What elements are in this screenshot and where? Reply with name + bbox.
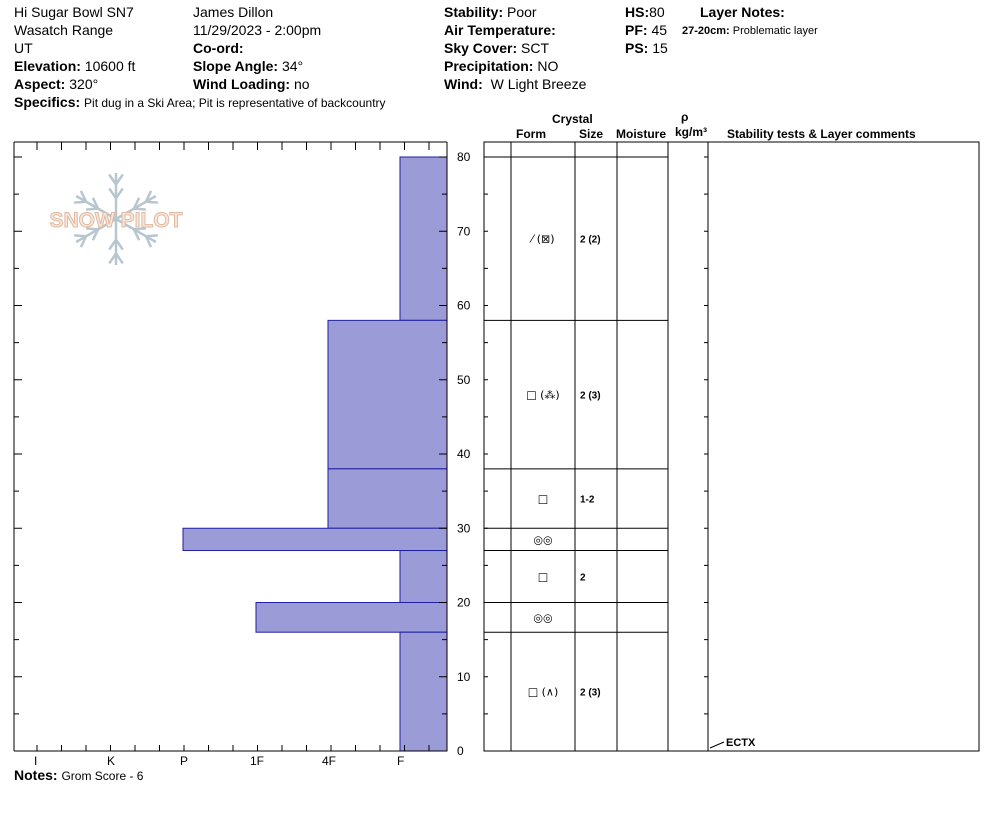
flake-branch	[74, 235, 86, 236]
elevation-label: Elevation:	[14, 58, 81, 74]
precip-value: NO	[537, 58, 559, 74]
layer-form: ◎◎	[533, 611, 553, 625]
form-header: Form	[516, 127, 546, 141]
coord-label: Co-ord:	[193, 40, 244, 56]
test-pointer	[710, 742, 724, 748]
depth-tick-label: 70	[457, 224, 471, 239]
layer-table	[484, 142, 979, 751]
hardness-bar	[183, 528, 447, 550]
air-temp-label: Air Temperature:	[444, 22, 556, 38]
hardness-label: F	[397, 754, 405, 768]
depth-tick-label: 80	[457, 150, 471, 164]
notes-label: Notes:	[14, 767, 58, 783]
pf-label: PF:	[625, 22, 648, 38]
notes-value: Grom Score - 6	[61, 769, 144, 783]
state-name: UT	[14, 40, 33, 56]
slope-value: 34°	[281, 58, 304, 74]
flake-branch	[74, 202, 86, 203]
layer-form: □ (∧)	[527, 685, 559, 699]
logo-text: SNOW PILOT	[49, 209, 183, 232]
elevation-value: 10600 ft	[84, 58, 136, 74]
stability-value: Poor	[507, 4, 537, 20]
density-unit-header: kg/m³	[675, 125, 708, 139]
flake-branch	[146, 235, 158, 236]
specifics-label: Specifics:	[14, 94, 81, 110]
table-frame	[484, 142, 979, 751]
hardness-bar	[400, 632, 447, 751]
hardness-label: 4F	[322, 754, 337, 768]
precip-label: Precipitation:	[444, 58, 534, 74]
layer-size: 2	[580, 572, 586, 584]
depth-tick-label: 50	[457, 372, 471, 387]
hardness-bar	[328, 469, 447, 528]
hardness-label: K	[107, 754, 116, 768]
aspect-value: 320°	[69, 76, 99, 92]
specifics-value: Pit dug in a Ski Area; Pit is representative of backcountry	[84, 96, 386, 110]
hardness-label: 1F	[250, 754, 265, 768]
wind-loading-value: no	[293, 76, 310, 92]
density-rho-header: ρ	[681, 110, 689, 124]
hardness-label: P	[180, 754, 189, 768]
layer-note-range: 27-20cm:	[682, 25, 730, 37]
depth-tick-label: 20	[457, 595, 471, 610]
hs-label: HS:	[625, 4, 650, 20]
ps-label: PS:	[625, 40, 649, 56]
depth-tick-label: 10	[457, 669, 471, 684]
depth-tick-label: 30	[457, 521, 471, 536]
range-name: Wasatch Range	[14, 22, 114, 38]
hardness-bar	[256, 603, 447, 633]
layer-form: □	[537, 492, 549, 506]
hardness-bar	[400, 157, 447, 320]
aspect-label: Aspect:	[14, 76, 66, 92]
stability-tests-header: Stability tests & Layer comments	[727, 127, 916, 141]
observation-datetime: 11/29/2023 - 2:00pm	[193, 22, 322, 38]
layer-size: 2 (3)	[580, 390, 601, 402]
layer-size: 1-2	[580, 494, 595, 506]
hardness-bar	[400, 551, 447, 603]
flake-branch	[146, 202, 158, 203]
crystal-header: Crystal	[552, 112, 593, 126]
depth-tick-label: 60	[457, 298, 471, 313]
wind-value: W Light Breeze	[490, 76, 587, 92]
moisture-header: Moisture	[616, 127, 667, 141]
layer-size: 2 (3)	[580, 687, 601, 699]
depth-tick-label: 40	[457, 447, 471, 461]
slope-label: Slope Angle:	[193, 58, 279, 74]
depth-tick-label: 0	[457, 744, 464, 758]
observer-name: James Dillon	[193, 4, 274, 20]
site-name: Hi Sugar Bowl SN7	[14, 4, 134, 20]
wind-loading-label: Wind Loading:	[193, 76, 291, 92]
hardness-label: I	[34, 754, 38, 768]
hs-value: 80	[649, 4, 665, 20]
stability-label: Stability:	[444, 4, 504, 20]
layer-form: ⁄ (⊠)	[531, 232, 555, 246]
size-header: Size	[579, 127, 604, 141]
ps-value: 15	[652, 40, 668, 56]
wind-label: Wind:	[444, 76, 483, 92]
sky-label: Sky Cover:	[444, 40, 518, 56]
sky-value: SCT	[521, 40, 550, 56]
stability-test-label: ECTX	[726, 737, 756, 749]
pf-value: 45	[651, 22, 668, 38]
layer-form: □ (⁂)	[526, 388, 560, 402]
layer-form: □	[537, 570, 549, 584]
layer-size: 2 (2)	[580, 234, 601, 246]
layer-notes-label: Layer Notes:	[700, 4, 785, 20]
layer-form: ◎◎	[533, 533, 553, 547]
snowpilot-logo	[50, 173, 183, 265]
layer-note-text: Problematic layer	[732, 25, 818, 37]
hardness-bar	[328, 320, 447, 469]
